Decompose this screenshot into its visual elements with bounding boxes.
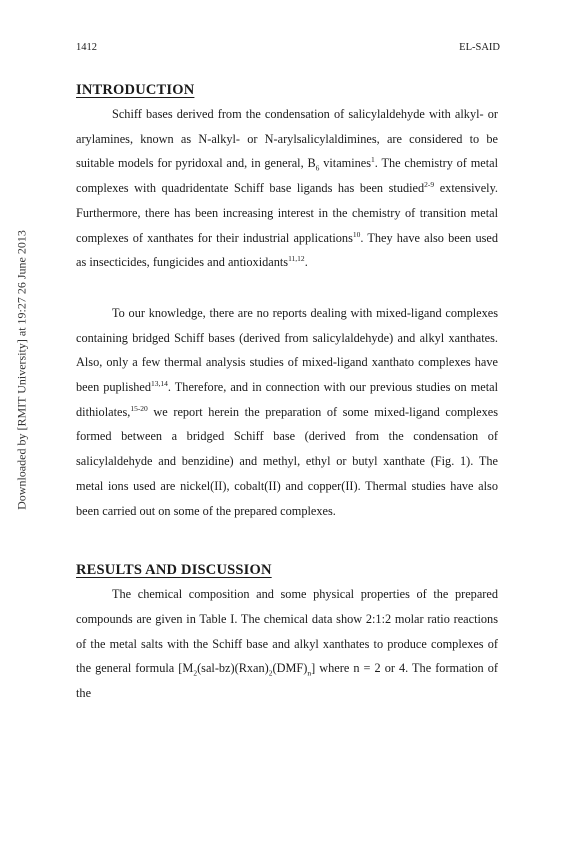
intro-paragraph-1 — [76, 102, 498, 275]
subscript: n — [307, 668, 312, 678]
text-run: . Therefore, and in connection with our previous studies on metal dithiolates, — [76, 380, 499, 419]
text-run: . The chemistry of metal complexes with quadridentate Schiff base ligands has been studied — [76, 156, 499, 196]
results-heading: RESULTS AND DISCUSSION — [76, 562, 272, 579]
paragraph-gap — [76, 275, 498, 301]
section-gap — [76, 523, 498, 562]
text-run: The chemical composition and some physical properties of the prepared compounds are given in Table I. The chemical data show 2:1:2 molar ratio reactions of the metal salts with the Schiff base and alkyl xanthates to produce complexes of the general formula [M — [76, 587, 498, 676]
text-run: To our knowledge, there are no reports dealing with mixed-ligand complexes containing bridged Schiff bases (derived from salicylaldehyde) and alkyl xanthates. Also, only a few thermal analysis studies of mixed-ligand xanthato complexes have been puplished — [76, 305, 498, 395]
text-run: extensively. Furthermore, there has been increasing interest in the chemistry of transition metal complexes of xanthates for their industrial applications — [76, 181, 498, 245]
citation-superscript: 10 — [352, 229, 361, 239]
page-body — [76, 82, 498, 706]
results-section-header — [76, 562, 498, 582]
page-number: 1412 — [76, 42, 97, 53]
subscript: 2 — [268, 668, 273, 678]
text-run: . — [304, 255, 308, 270]
running-head: EL-SAID — [459, 42, 500, 53]
text-run: Schiff bases derived from the condensation of salicylaldehyde with alkyl- or arylamines, known as N-alkyl- or N-arylsalicylaldimines, are considered to be suitable models for pyridoxal and, in general, B — [76, 107, 498, 171]
introduction-section-header — [76, 82, 498, 102]
text-run: (sal-bz)(Rxan) — [197, 661, 269, 676]
download-watermark — [10, 155, 34, 585]
citation-superscript: 15-20 — [130, 403, 148, 413]
text-run: ] where n = 2 or 4. The formation of the — [76, 661, 498, 701]
text-run: . They have also been used as insecticides, fungicides and antioxidants — [76, 230, 498, 270]
intro-paragraph-2 — [76, 301, 498, 523]
text-run: (DMF) — [272, 661, 308, 676]
citation-superscript: 11,12 — [288, 254, 305, 264]
citation-superscript: 13,14 — [151, 378, 168, 388]
results-paragraph-1 — [76, 582, 498, 706]
citation-superscript: 1 — [371, 155, 375, 165]
subscript: 2 — [193, 668, 198, 678]
watermark-text: Downloaded by [RMIT University] at 19:27 26 June 2013 — [14, 230, 29, 510]
introduction-heading: INTRODUCTION — [76, 82, 195, 98]
subscript: 6 — [315, 163, 320, 173]
text-run: vitamines — [319, 156, 372, 171]
text-run: we report herein the preparation of some mixed-ligand complexes formed between a bridged Schiff base (derived from the condensation of salicylaldehyde and benzidine) and methyl, ethyl or butyl xanthate (Fig. 1). The metal ions used are nickel(II), cobalt(II) and copper(II). Thermal studies have also been carried out on some of the prepared complexes. — [76, 404, 498, 518]
citation-superscript: 2-9 — [424, 180, 435, 190]
